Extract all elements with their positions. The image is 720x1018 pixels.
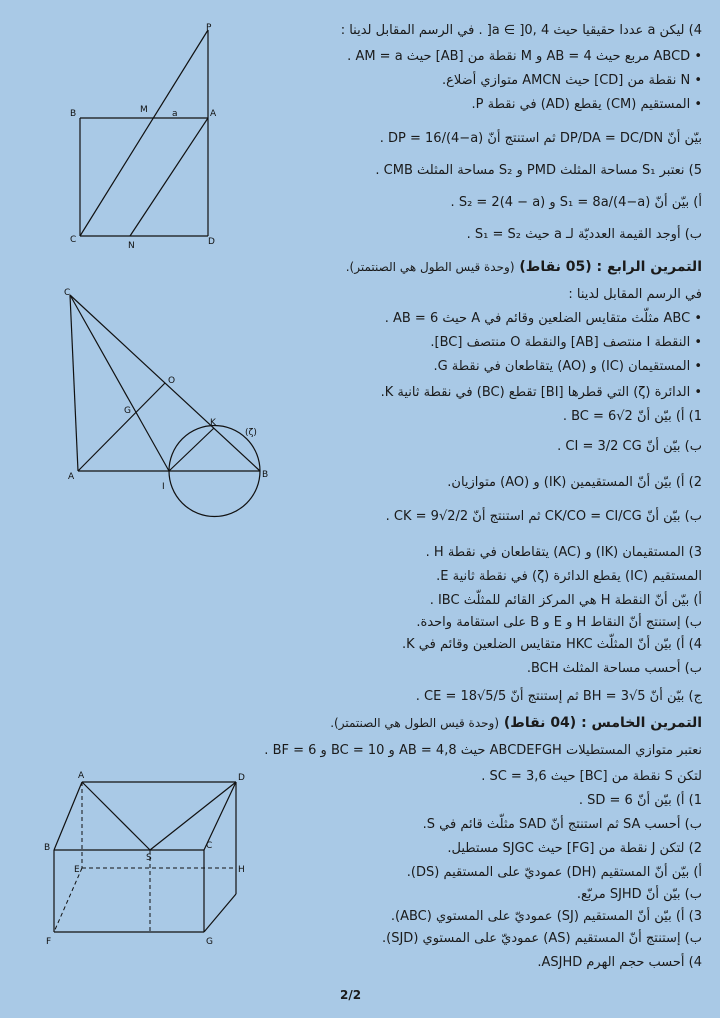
label-P: P xyxy=(206,23,212,33)
ex4-line: 3) المستقيمان (IK) و (AC) يتقاطعان في نقطة H . xyxy=(425,545,702,560)
ex5-line: أ) بيّن أنّ المستقيم (DH) عموديّ على المستقيم (DS). xyxy=(406,865,702,880)
ex4-title-row xyxy=(346,258,702,276)
ex4-line: المستقيم (IC) يقطع الدائرة (ζ) في نقطة ثانية E. xyxy=(436,569,702,584)
ex4-subtitle: (وحدة قيس الطول هي الصنتمتر). xyxy=(345,260,515,274)
label-C: C xyxy=(206,841,213,851)
label-K: K xyxy=(210,418,216,428)
ex3-line: أ) بيّن أنّ S₁ = 8a/(4−a) و S₂ = 2(4 − a) . xyxy=(450,195,702,210)
label-F: F xyxy=(46,937,52,947)
label-N: N xyxy=(128,241,135,250)
ex4-line: ب) إستنتج أنّ النقاط H و E و B على استقامة واحدة. xyxy=(416,615,702,630)
label-E: E xyxy=(74,865,80,875)
ex5-line: 4) أحسب حجم الهرم ASJHD. xyxy=(537,955,702,970)
label-S: S xyxy=(146,853,152,863)
label-a: a xyxy=(172,109,178,119)
ex5-line: لتكن S نقطة من [BC] حيث SC = 3,6 . xyxy=(481,769,702,784)
ex4-title: التمرين الرابع : (05 نقاط) xyxy=(519,259,702,275)
ex3-line: ب) أوجد القيمة العدديّة لـ a حيث S₁ = S₂ . xyxy=(466,227,702,242)
ex4-line: ج) بيّن أنّ BH = 3√5 ثم إستنتج أنّ CE = 18√5/5 . xyxy=(415,689,702,704)
ex5-line: 1) أ) بيّن أنّ SD = 6 . xyxy=(578,793,702,808)
label-B: B xyxy=(262,470,269,480)
label-G: G xyxy=(124,406,131,416)
label-C: C xyxy=(70,235,77,245)
ex5-title-row xyxy=(330,714,702,732)
square-figure xyxy=(60,20,235,250)
ex3-line: 5) نعتبر S₁ مساحة المثلث PMD و S₂ مساحة المثلث CMB . xyxy=(375,163,702,178)
ex4-line: 4) أ) بيّن أنّ المثلّث HKC متقايس الضلعين وقائم في K. xyxy=(401,637,702,652)
ex3-line: • ABCD مربع حيث AB = 4 و M نقطة من [AB] حيث AM = a . xyxy=(347,49,702,64)
ex4-line: أ) بيّن أنّ النقطة H هي المركز القائم للمثلّث IBC . xyxy=(429,593,702,608)
label-O: O xyxy=(168,376,176,386)
ex5-subtitle: (وحدة قيس الطول هي الصنتمتر). xyxy=(330,716,500,730)
ex3-line: 4) ليكن a عددا حقيقيا حيث a ∈ ]0, 4[ . في الرسم المقابل لدينا : xyxy=(340,23,702,38)
page-number: 2/2 xyxy=(340,988,362,1002)
ex4-line: 1) أ) بيّن أنّ BC = 6√2 . xyxy=(562,409,702,424)
ex5-line: ب) بيّن أنّ SJHD مربّع. xyxy=(576,887,702,902)
ex4-line: ب) بيّن أنّ CK/CO = CI/CG ثم استنتج أنّ CK = 9√2/2 . xyxy=(385,509,702,524)
label-A: A xyxy=(210,109,217,119)
triangle-circle-figure xyxy=(60,285,285,525)
label-H: H xyxy=(238,865,245,875)
ex4-line: ب) أحسب مساحة المثلث BCH. xyxy=(526,661,702,676)
ex5-line: 3) أ) بيّن أنّ المستقيم (SJ) عموديّ على المستوي (ABC). xyxy=(390,909,702,924)
ex3-line: بيّن أنّ DP/DA = DC/DN ثم استنتج أنّ DP = 16/(4−a) . xyxy=(379,131,702,146)
ex5-line: نعتبر متوازي المستطيلات ABCDEFGH حيث AB = 4,8 و BC = 10 و BF = 6 . xyxy=(264,743,702,758)
label-M: M xyxy=(140,105,148,115)
ex4-line: • المستقيمان (IC) و (AO) يتقاطعان في نقطة G. xyxy=(433,359,702,374)
ex4-line: في الرسم المقابل لدينا : xyxy=(568,287,702,302)
label-C: C xyxy=(64,288,71,298)
ex4-line: • ABC مثلّث متقايس الضلعين وقائم في A حيث AB = 6 . xyxy=(384,311,702,326)
ex5-line: ب) أحسب SA ثم استنتج أنّ SAD مثلّث قائم في S. xyxy=(422,817,702,832)
ex4-line: 2) أ) بيّن أنّ المستقيمين (IK) و (AO) متوازيان. xyxy=(447,475,702,490)
label-B: B xyxy=(70,109,77,119)
label-I: I xyxy=(162,482,165,492)
ex4-line: • الدائرة (ζ) التي قطرها [BI] تقطع (BC) في نقطة ثانية K. xyxy=(380,385,702,400)
ex4-line: • النقطة I منتصف [AB] والنقطة O منتصف [BC]. xyxy=(430,335,702,350)
ex5-title: التمرين الخامس : (04 نقاط) xyxy=(503,715,702,731)
label-A: A xyxy=(68,472,75,482)
ex3-line: • المستقيم (CM) يقطع (AD) في نقطة P. xyxy=(471,97,702,112)
label-zeta: (ζ) xyxy=(245,428,257,438)
label-D: D xyxy=(208,237,215,247)
label-D: D xyxy=(238,773,245,783)
cuboid-figure xyxy=(40,768,255,948)
label-G: G xyxy=(206,937,213,947)
ex5-line: 2) لتكن J نقطة من [FG] حيث SJGC مستطيل. xyxy=(447,841,702,856)
ex4-line: ب) بيّن أنّ CI = 3/2 CG . xyxy=(557,439,702,454)
label-A: A xyxy=(78,771,85,781)
label-B: B xyxy=(44,843,51,853)
ex3-line: • N نقطة من [CD] حيث AMCN متوازي أضلاع. xyxy=(441,73,702,88)
ex5-line: ب) إستنتج أنّ المستقيم (AS) عموديّ على المستوي (SJD). xyxy=(381,931,702,946)
